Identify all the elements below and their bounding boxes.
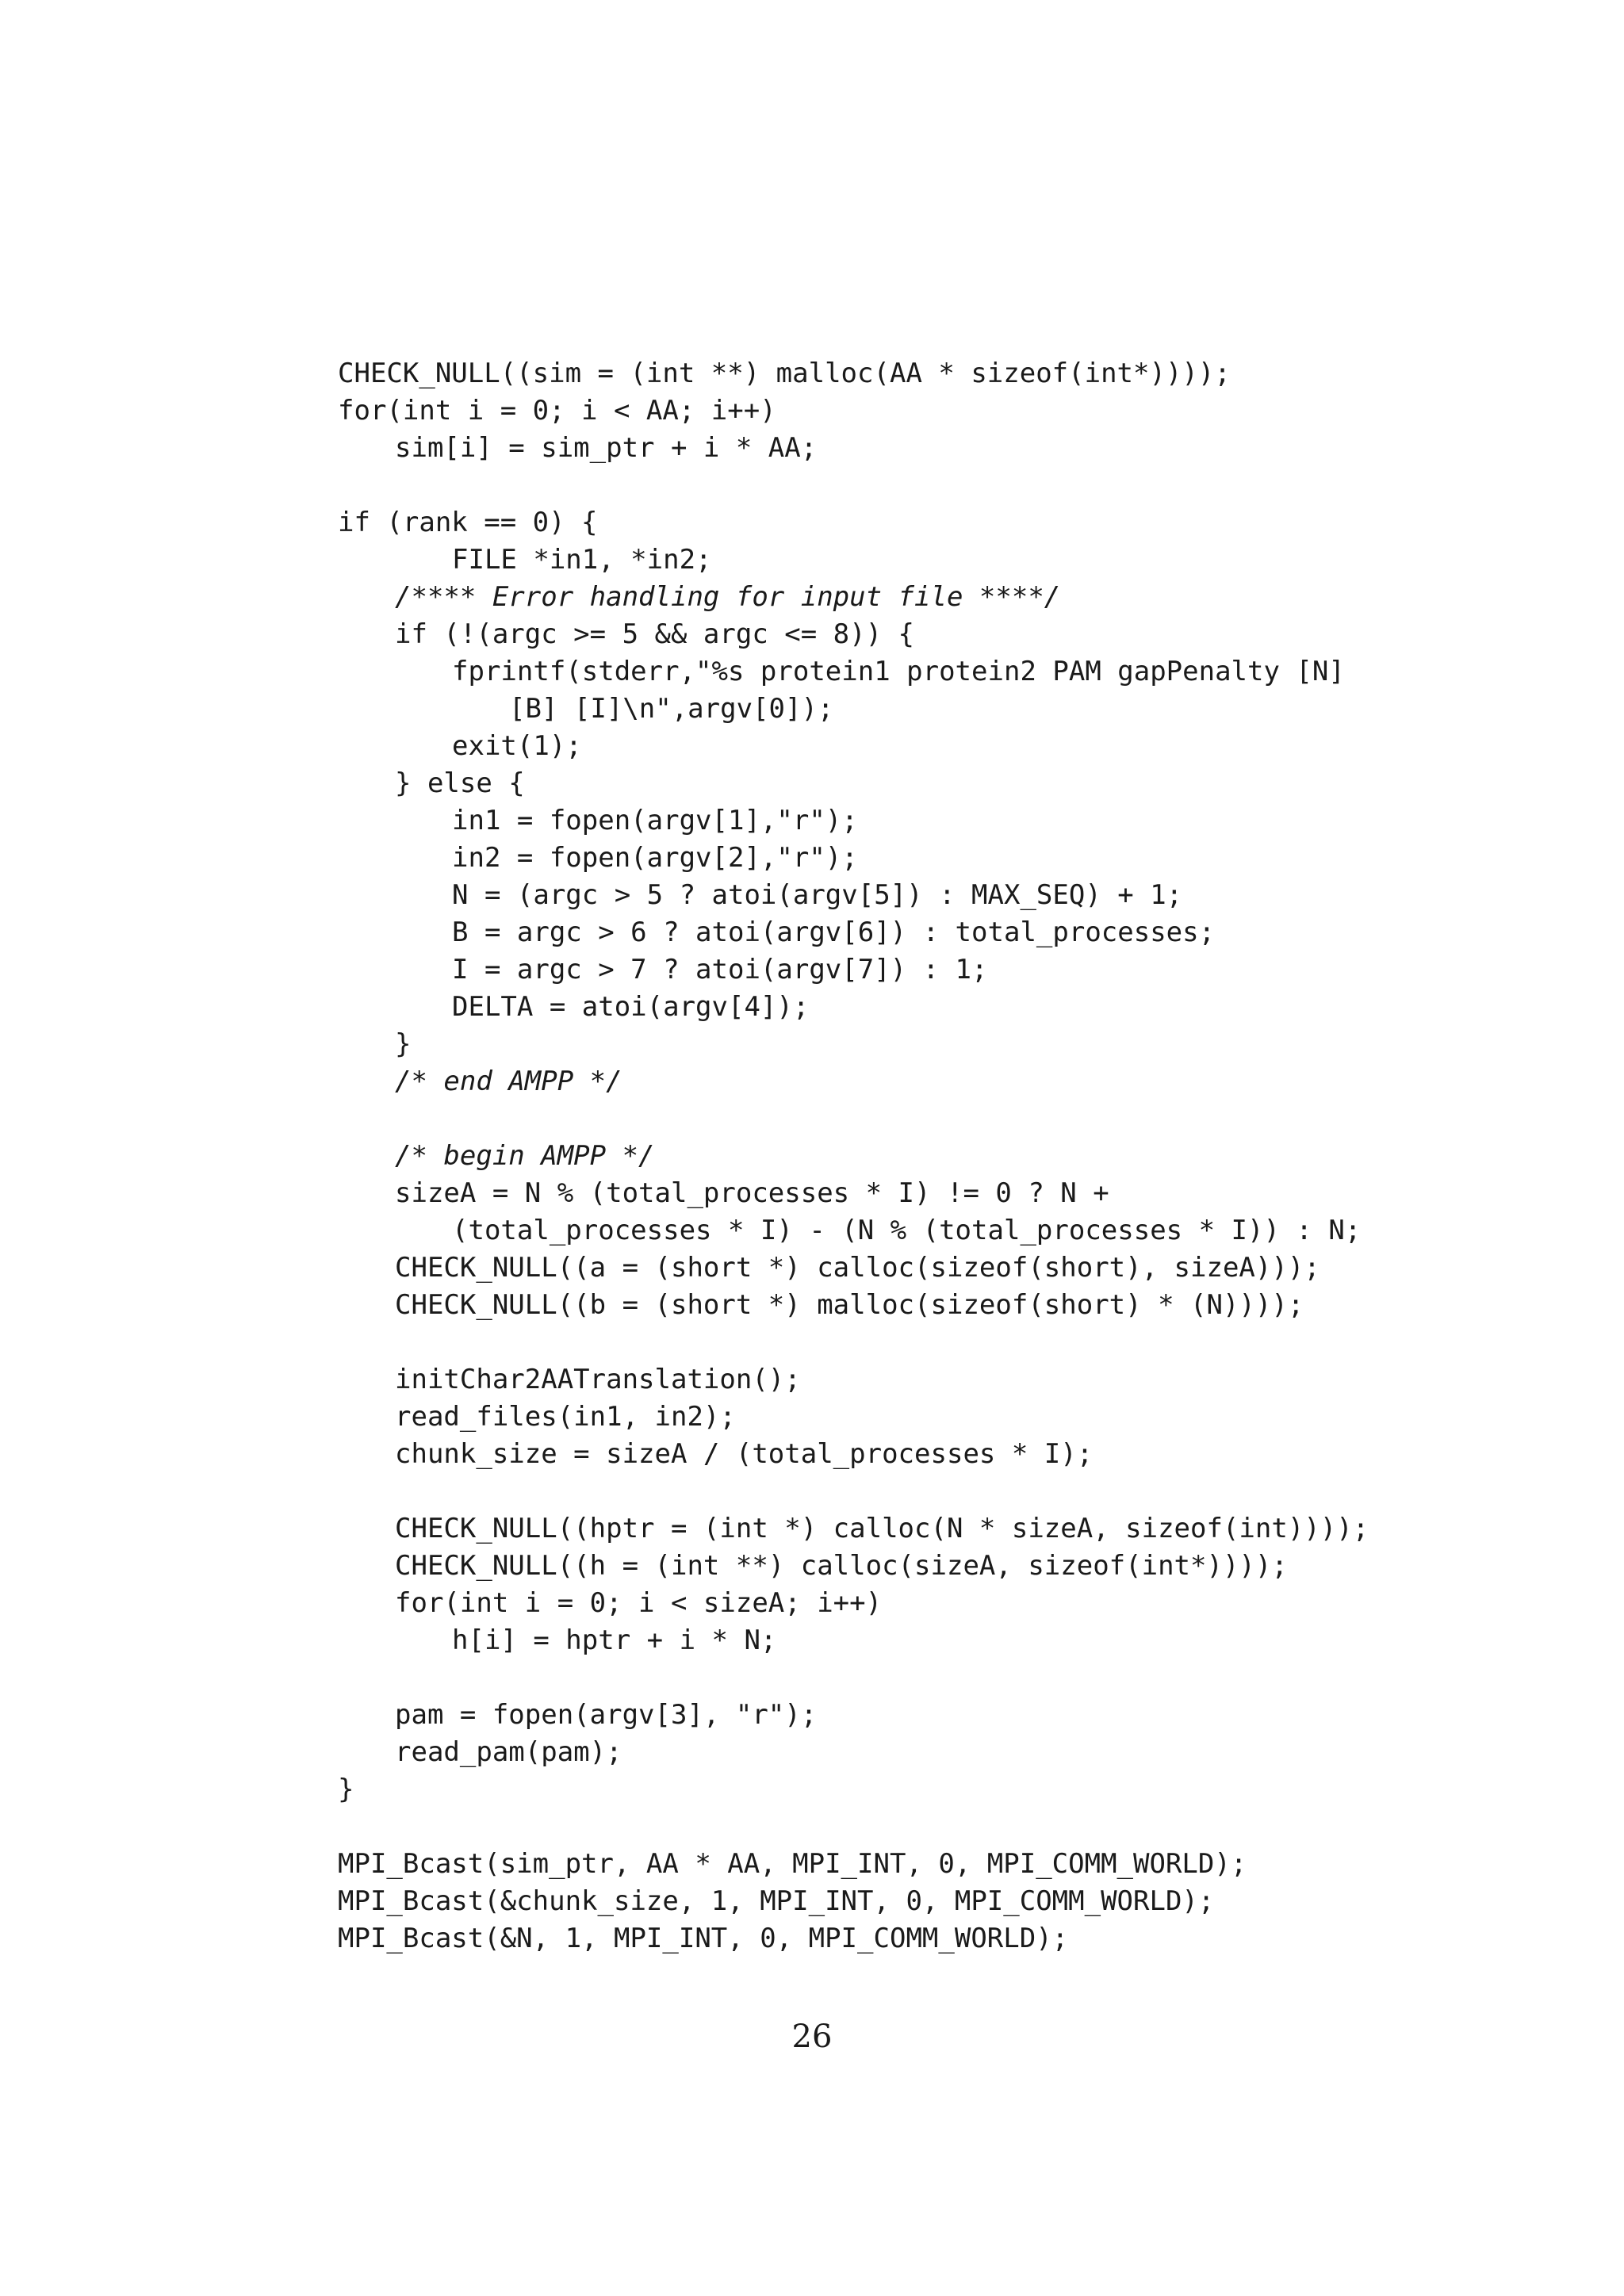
code-line: I = argc > 7 ? atoi(argv[7]) : 1; <box>452 954 988 985</box>
code-line: if (!(argc >= 5 && argc <= 8)) { <box>395 618 915 650</box>
page-number: 26 <box>791 2019 833 2055</box>
code-line: } <box>395 1028 412 1060</box>
code-line: MPI_Bcast(&chunk_size, 1, MPI_INT, 0, MPI_COMM_WORLD); <box>338 1885 1215 1917</box>
code-line: pam = fopen(argv[3], "r"); <box>395 1699 818 1731</box>
code-line: CHECK_NULL((hptr = (int *) calloc(N * sizeA, sizeof(int)))); <box>395 1513 1369 1544</box>
code-listing <box>338 355 1369 1957</box>
code-line: N = (argc > 5 ? atoi(argv[5]) : MAX_SEQ) + 1; <box>452 879 1183 911</box>
code-line: exit(1); <box>452 730 582 762</box>
code-line: CHECK_NULL((h = (int **) calloc(sizeA, sizeof(int*)))); <box>395 1550 1288 1582</box>
code-line <box>338 467 1369 504</box>
code-line: MPI_Bcast(sim_ptr, AA * AA, MPI_INT, 0, MPI_COMM_WORLD); <box>338 1848 1247 1880</box>
code-line: (total_processes * I) - (N % (total_processes * I)) : N; <box>452 1215 1362 1246</box>
code-comment-line: /* begin AMPP */ <box>395 1140 655 1172</box>
code-line: fprintf(stderr,"%s protein1 protein2 PAM gapPenalty [N] <box>452 656 1345 687</box>
code-line: for(int i = 0; i < sizeA; i++) <box>395 1587 883 1619</box>
code-line: FILE *in1, *in2; <box>452 544 712 576</box>
code-line: MPI_Bcast(&N, 1, MPI_INT, 0, MPI_COMM_WORLD); <box>338 1923 1069 1954</box>
code-line: B = argc > 6 ? atoi(argv[6]) : total_processes; <box>452 916 1216 948</box>
code-line: h[i] = hptr + i * N; <box>452 1624 777 1656</box>
code-line: if (rank == 0) { <box>338 507 598 538</box>
code-line: in1 = fopen(argv[1],"r"); <box>452 805 858 836</box>
code-comment-line: /**** Error handling for input file ****/ <box>395 581 1061 613</box>
code-line: for(int i = 0; i < AA; i++) <box>338 395 776 427</box>
code-line: } <box>338 1774 354 1805</box>
code-line: sizeA = N % (total_processes * I) != 0 ? N + <box>395 1177 1109 1209</box>
code-line: [B] [I]\n",argv[0]); <box>509 693 834 725</box>
code-line <box>338 1808 1369 1846</box>
code-line <box>338 1473 1369 1510</box>
code-line: CHECK_NULL((b = (short *) malloc(sizeof(short) * (N)))); <box>395 1289 1304 1321</box>
code-line: initChar2AATranslation(); <box>395 1364 801 1395</box>
code-line: } else { <box>395 767 525 799</box>
code-line <box>338 1100 1369 1138</box>
code-line: read_files(in1, in2); <box>395 1401 736 1433</box>
code-comment-line: /* end AMPP */ <box>395 1066 622 1097</box>
code-line: CHECK_NULL((a = (short *) calloc(sizeof(short), sizeA))); <box>395 1252 1320 1284</box>
code-line: CHECK_NULL((sim = (int **) malloc(AA * sizeof(int*)))); <box>338 358 1231 389</box>
code-line <box>338 1324 1369 1361</box>
code-line <box>338 1659 1369 1697</box>
code-line: sim[i] = sim_ptr + i * AA; <box>395 432 818 464</box>
code-line: chunk_size = sizeA / (total_processes * I); <box>395 1438 1094 1470</box>
code-line: read_pam(pam); <box>395 1736 622 1768</box>
code-line: DELTA = atoi(argv[4]); <box>452 991 810 1023</box>
code-line: in2 = fopen(argv[2],"r"); <box>452 842 858 874</box>
